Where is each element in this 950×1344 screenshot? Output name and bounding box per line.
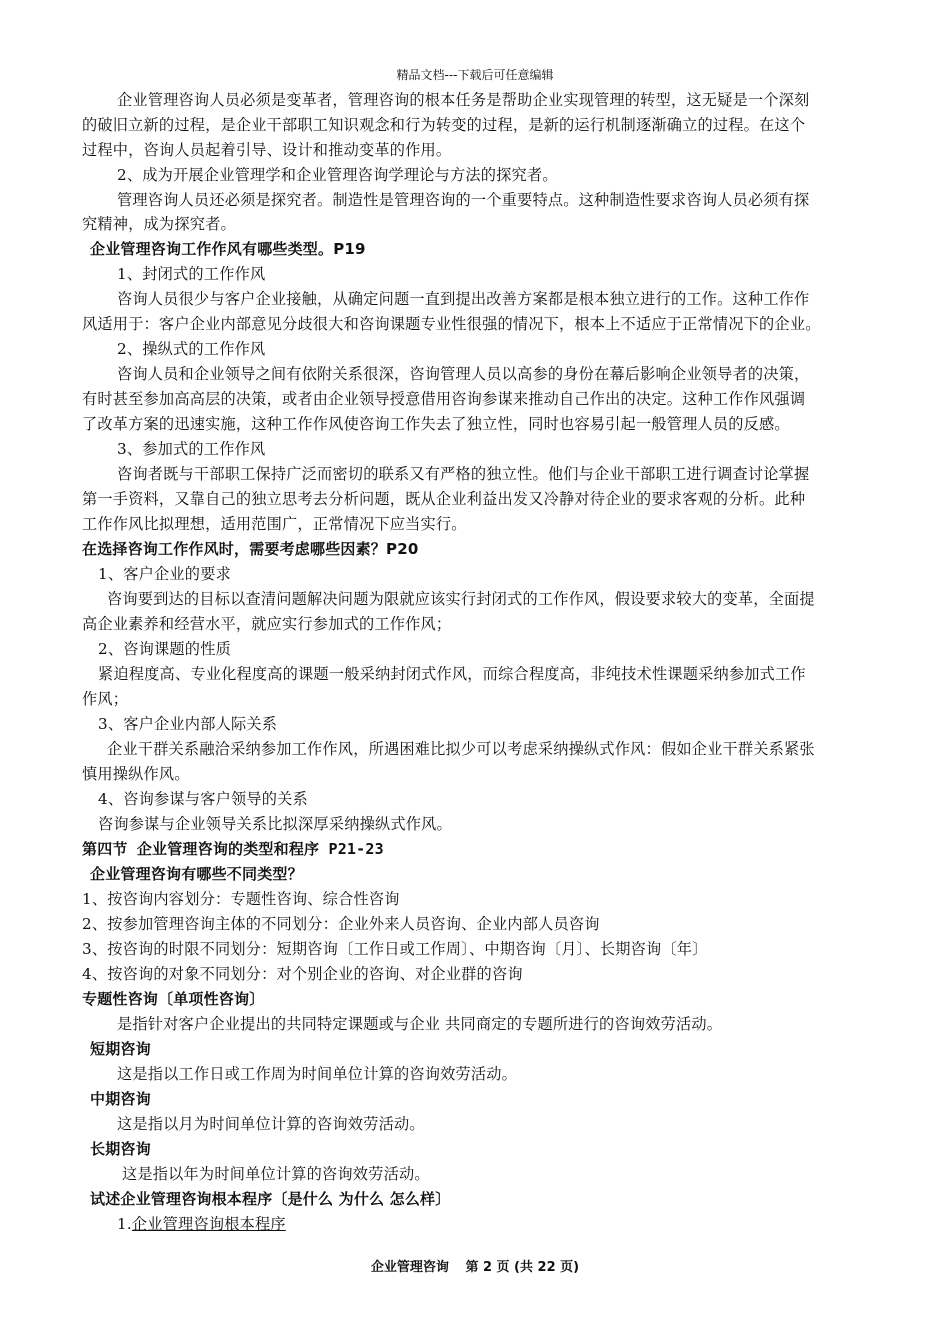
term-heading: 短期咨询 [90,1040,151,1058]
section-heading: 在选择咨询工作作风时，需要考虑哪些因素？P20 [82,540,419,558]
paragraph-line: 了改革方案的迅速实施，这种工作作风使咨询工作失去了独立性，同时也容易引起一般管理人员的反感。 [82,415,790,433]
list-item: 1、按咨询内容划分：专题性咨询、综合性咨询 [82,890,400,908]
paragraph-line: 的破旧立新的过程，是企业干部职工知识观念和行为转变的过程，是新的运行机制逐渐确立的过程。在这个 [82,116,806,134]
paragraph-line: 这是指以工作日或工作周为时间单位计算的咨询效劳活动。 [117,1065,518,1083]
paragraph-line: 2、成为开展企业管理学和企业管理咨询学理论与方法的探究者。 [117,166,558,184]
footer-title: 企业管理咨询 [370,1260,449,1275]
paragraph-line: 企业干群关系融洽采纳参加工作作风，所遇困难比拟少可以考虑采纳操纵式作风：假如企业干群关系紧张 [107,740,815,758]
subheading: 2、咨询课题的性质 [98,640,231,658]
list-item: 3、按咨询的时限不同划分：短期咨询〔工作日或工作周〕、中期咨询〔月〕、长期咨询〔年〕 [82,940,708,958]
section-heading: 企业管理咨询有哪些不同类型？ [90,865,303,883]
paragraph-line: 咨询人员和企业领导之间有依附关系很深，咨询管理人员以高参的身份在幕后影响企业领导者的决策， [117,365,810,383]
numbered-item [117,1214,286,1234]
paragraph-line: 高企业素养和经营水平，就应实行参加式的工作作风； [82,615,452,633]
paragraph-line: 企业管理咨询人员必须是变革者，管理咨询的根本任务是帮助企业实现管理的转型，这无疑是一个深刻 [117,91,810,109]
paragraph-line: 这是指以月为时间单位计算的咨询效劳活动。 [117,1115,425,1133]
page-footer [0,1256,950,1275]
subheading: 2、操纵式的工作作风 [117,340,266,358]
section-heading: 企业管理咨询工作作风有哪些类型。P19 [90,240,366,258]
footer-page-number: 第 2 页 (共 22 页) [465,1260,580,1275]
paragraph-line: 究精神，成为探究者。 [82,215,236,233]
paragraph-line: 过程中，咨询人员起着引导、设计和推动变革的作用。 [82,141,452,159]
paragraph-line: 是指针对客户企业提出的共同特定课题或与企业 共同商定的专题所进行的咨询效劳活动。 [117,1015,723,1033]
item-number: 1. [117,1215,132,1233]
paragraph-line: 第一手资料，又靠自己的独立思考去分析问题，既从企业利益出发又冷静对待企业的要求客观的分析。此种 [82,490,806,508]
paragraph-line: 工作作风比拟理想，适用范围广，正常情况下应当实行。 [82,515,467,533]
term-heading: 长期咨询 [90,1140,151,1158]
subheading: 4、咨询参谋与客户领导的关系 [98,790,308,808]
section-heading: 试述企业管理咨询根本程序〔是什么 为什么 怎么样〕 [90,1190,451,1208]
term-heading: 中期咨询 [90,1090,151,1108]
paragraph-line: 慎用操纵作风。 [82,765,190,783]
item-title-link[interactable]: 企业管理咨询根本程序 [131,1215,286,1233]
subheading: 1、客户企业的要求 [98,565,231,583]
header-note: 精品文档---下载后可任意编辑 [396,68,554,82]
list-item: 2、按参加管理咨询主体的不同划分：企业外来人员咨询、企业内部人员咨询 [82,915,600,933]
paragraph-line: 咨询人员很少与客户企业接触，从确定问题一直到提出改善方案都是根本独立进行的工作。这种工作作 [117,290,810,308]
subheading: 3、客户企业内部人际关系 [98,715,278,733]
list-item: 4、按咨询的对象不同划分：对个别企业的咨询、对企业群的咨询 [82,965,523,983]
paragraph-line: 风适用于：客户企业内部意见分歧很大和咨询课题专业性很强的情况下，根本上不适应于正常情况下的企业。 [82,315,821,333]
subheading: 3、参加式的工作作风 [117,440,266,458]
paragraph-line: 紧迫程度高、专业化程度高的课题一般采纳封闭式作风，而综合程度高，非纯技术性课题采纳参加式工作 [98,665,806,683]
paragraph-line: 咨询要到达的目标以查清问题解决问题为限就应该实行封闭式的工作作风，假设要求较大的变革，全面提 [107,590,815,608]
paragraph-line: 管理咨询人员还必须是探究者。制造性是管理咨询的一个重要特点。这种制造性要求咨询人员必须有探 [117,191,810,209]
paragraph-line: 有时甚至参加高高层的决策，或者由企业领导授意借用咨询参谋来推动自己作出的决定。这种工作作风强调 [82,390,806,408]
paragraph-line: 咨询参谋与企业领导关系比拟深厚采纳操纵式作风。 [98,815,452,833]
paragraph-line: 作风； [82,690,129,708]
chapter-heading: 第四节 企业管理咨询的类型和程序 P21-23 [82,840,384,858]
paragraph-line: 这是指以年为时间单位计算的咨询效劳活动。 [122,1165,430,1183]
term-heading: 专题性咨询〔单项性咨询〕 [82,990,265,1008]
paragraph-line: 咨询者既与干部职工保持广泛而密切的联系又有严格的独立性。他们与企业干部职工进行调查讨论掌握 [117,465,810,483]
subheading: 1、封闭式的工作作风 [117,265,266,283]
